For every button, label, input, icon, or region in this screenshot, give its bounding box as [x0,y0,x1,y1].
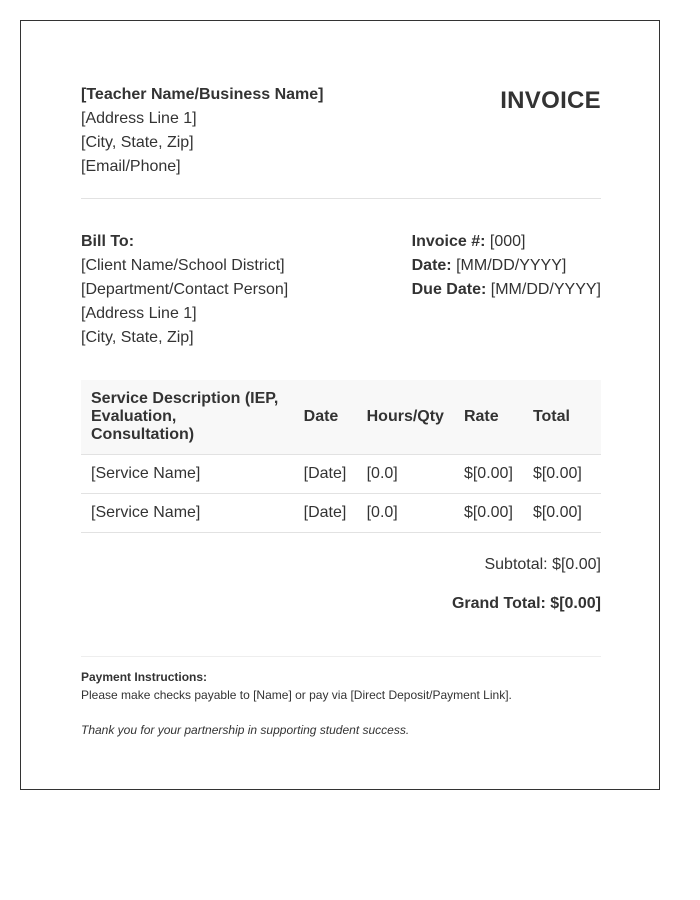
service-date-cell: [Date] [294,455,357,494]
service-hours-cell: [0.0] [357,494,454,533]
invoice-date-label: Date: [411,257,452,274]
column-header-hours: Hours/Qty [357,380,454,455]
service-date-cell: [Date] [294,494,357,533]
totals-section [81,555,601,614]
invoice-number-label: Invoice #: [411,233,486,250]
invoice-content [81,83,601,739]
invoice-date-value: [MM/DD/YYYY] [456,257,567,274]
invoice-number-value: [000] [489,233,526,250]
invoice-meta-block [412,230,601,350]
column-header-rate: Rate [454,380,523,455]
service-total-cell: $[0.00] [523,455,601,494]
bill-to-address: [Address Line 1] [81,305,197,322]
table-row [81,455,601,494]
grand-total: Grand Total: $[0.00] [451,595,601,612]
sender-contact: [Email/Phone] [81,158,181,175]
invoice-footer [81,656,601,739]
service-total-cell: $[0.00] [523,494,601,533]
services-table [81,380,601,533]
invoice-date [412,254,601,278]
invoice-number [412,230,601,254]
thank-you-note: Thank you for your partnership in supporting student success. [81,723,410,737]
subtotal: Subtotal: $[0.00] [484,556,601,573]
service-description-cell: [Service Name] [81,494,294,533]
bill-to-client: [Client Name/School District] [81,257,285,274]
due-date-value: [MM/DD/YYYY] [490,281,601,298]
sender-address: [Address Line 1] [81,110,197,127]
bill-to-department: [Department/Contact Person] [81,281,289,298]
payment-instructions-label: Payment Instructions: [81,670,208,684]
table-row [81,494,601,533]
column-header-description: Service Description (IEP, Evaluation, Consultation) [81,380,294,455]
bill-to-label: Bill To: [81,233,135,250]
invoice-header [81,83,601,199]
due-date-label: Due Date: [411,281,487,298]
document-title: INVOICE [500,87,601,114]
invoice-page [20,20,660,790]
billing-section [81,230,601,350]
bill-to-city-state-zip: [City, State, Zip] [81,329,194,346]
sender-city-state-zip: [City, State, Zip] [81,134,194,151]
service-hours-cell: [0.0] [357,455,454,494]
table-header-row [81,380,601,455]
bill-to-block [81,230,288,350]
service-description-cell: [Service Name] [81,455,294,494]
sender-name: [Teacher Name/Business Name] [81,86,324,103]
service-rate-cell: $[0.00] [454,455,523,494]
invoice-due-date [412,278,601,302]
payment-instructions-text: Please make checks payable to [Name] or pay via [Direct Deposit/Payment Link]. [81,688,512,702]
sender-block [81,83,323,179]
service-rate-cell: $[0.00] [454,494,523,533]
column-header-total: Total [523,380,601,455]
column-header-date: Date [294,380,357,455]
